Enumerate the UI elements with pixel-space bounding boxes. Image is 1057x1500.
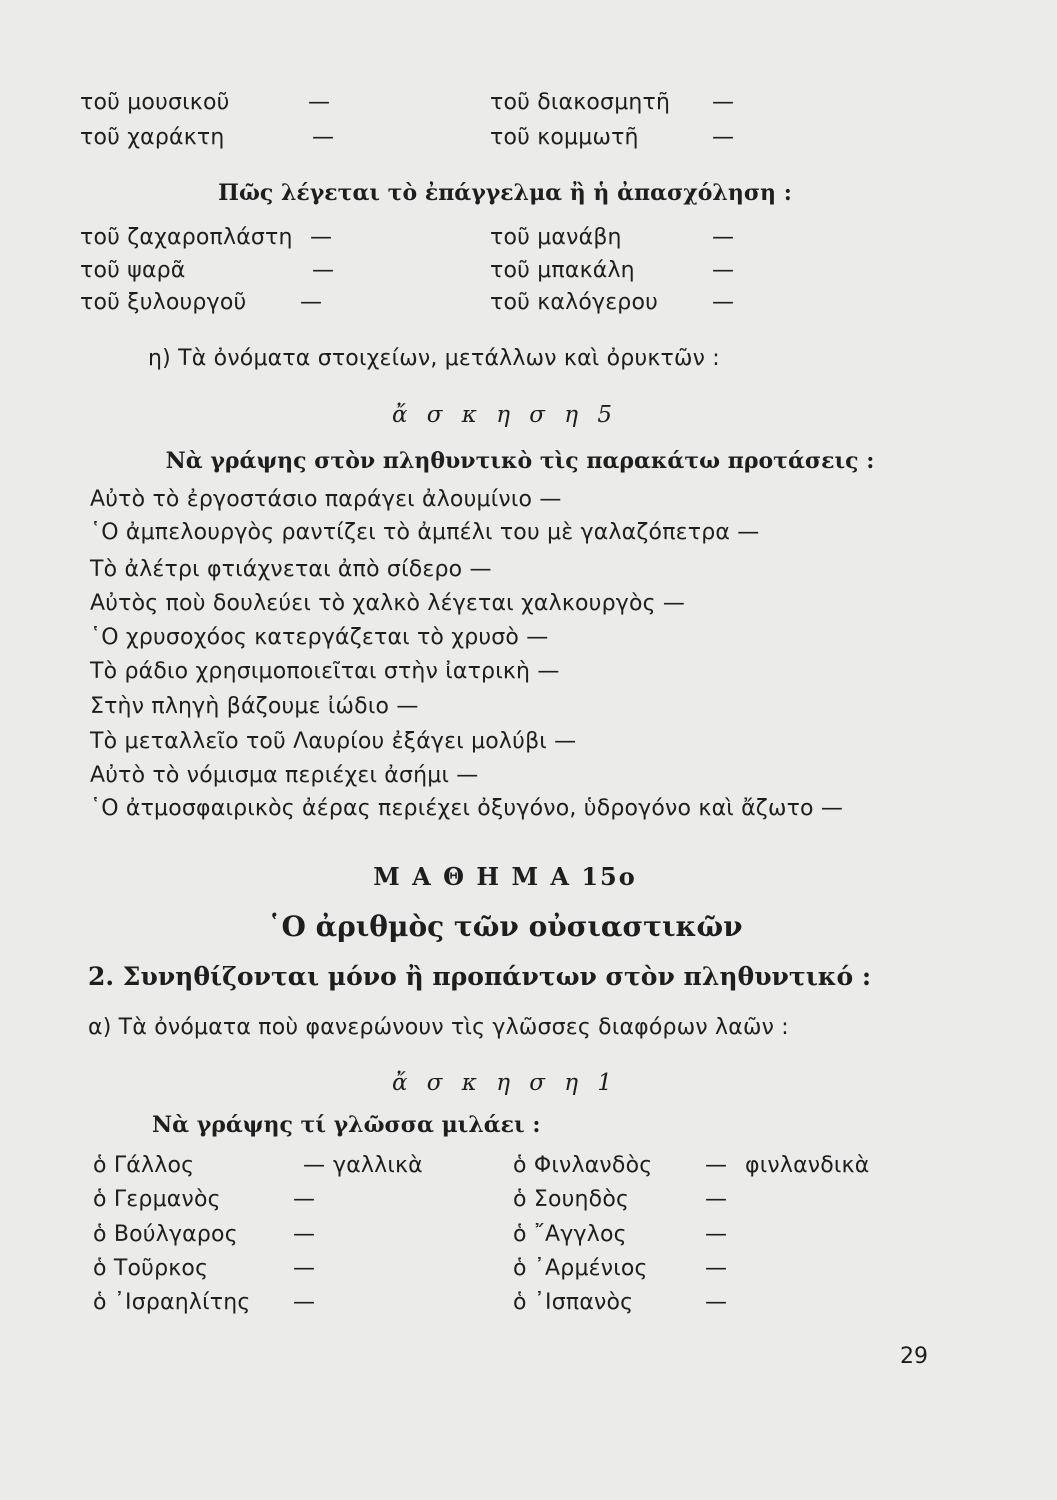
lesson-subtitle: ῾Ο ἀριθμὸς τῶν οὐσιαστικῶν — [267, 910, 743, 943]
dash: — — [293, 1256, 316, 1281]
sentence: Στὴν πληγὴ βάζουμε ἰώδιο — — [90, 694, 419, 719]
occupation-row — [80, 225, 930, 257]
row-right: τοῦ καλόγερου — [490, 290, 659, 315]
dash: — — [705, 1290, 728, 1315]
dash: — — [293, 1187, 316, 1212]
language-row — [93, 1290, 943, 1322]
exercise-5-instruction: Νὰ γράψης στὸν πληθυντικὸ τὶς παρακάτω προτάσεις : — [165, 448, 875, 474]
dash: — — [300, 290, 323, 315]
dash: — — [712, 225, 735, 250]
row-left: τοῦ ψαρᾶ — [80, 258, 186, 283]
section-2-heading: 2. Συνηθίζονται μόνο ἢ προπάντων στὸν πληθυντικό : — [88, 962, 872, 991]
people: ὁ Γάλλος — [93, 1153, 195, 1178]
heading-occupation: Πῶς λέγεται τὸ ἐπάγγελμα ἢ ἡ ἀπασχόληση : — [218, 180, 792, 206]
dash: — — [712, 125, 735, 150]
people: ὁ Φινλανδὸς — [513, 1153, 653, 1178]
row-left: τοῦ μουσικοῦ — [80, 90, 230, 115]
sentence: ῾Ο ἀτμοσφαιρικὸς ἀέρας περιέχει ὀξυγόνο, ὑδρογόνο καὶ ἄζωτο — — [90, 796, 844, 821]
sentence: Αὐτὸ τὸ νόμισμα περιέχει ἀσήμι — — [90, 763, 479, 788]
dash: — — [705, 1187, 728, 1212]
dash: — — [308, 90, 331, 115]
dash: — — [312, 258, 335, 283]
people: ὁ ᾿Ισραηλίτης — [93, 1290, 251, 1315]
sentence: Τὸ μεταλλεῖο τοῦ Λαυρίου ἐξάγει μολύβι — — [90, 729, 577, 754]
row-left: τοῦ ξυλουργοῦ — [80, 290, 247, 315]
language-answer: γαλλικὰ — [333, 1153, 423, 1178]
occupation-row — [80, 90, 930, 122]
language-answer: φινλανδικὰ — [745, 1153, 870, 1178]
people: ὁ Σουηδὸς — [513, 1187, 630, 1212]
row-right: τοῦ μπακάλη — [490, 258, 635, 283]
people: ὁ Βούλγαρος — [93, 1222, 238, 1247]
language-row — [93, 1153, 943, 1185]
people: ὁ ᾿Αρμένιος — [513, 1256, 648, 1281]
alpha-line: α) Τὰ ὀνόματα ποὺ φανερώνουν τὶς γλῶσσες διαφόρων λαῶν : — [88, 1015, 789, 1040]
dash: — — [303, 1153, 326, 1178]
dash: — — [705, 1153, 728, 1178]
people: ὁ Τοῦρκος — [93, 1256, 209, 1281]
people: ὁ Γερμανὸς — [93, 1187, 221, 1212]
exercise-1-label: ἄ σ κ η σ η 1 — [391, 1070, 619, 1096]
row-left: τοῦ χαράκτη — [80, 125, 225, 150]
dash: — — [712, 290, 735, 315]
dash: — — [712, 258, 735, 283]
dash: — — [293, 1290, 316, 1315]
dash: — — [310, 225, 333, 250]
sentence: Τὸ ἀλέτρι φτιάχνεται ἀπὸ σίδερο — — [90, 557, 492, 582]
exercise-1-instruction: Νὰ γράψης τί γλῶσσα μιλάει : — [152, 1112, 541, 1138]
occupation-row — [80, 258, 930, 290]
language-row — [93, 1256, 943, 1288]
occupation-row — [80, 290, 930, 322]
page-number: 29 — [900, 1344, 928, 1369]
row-right: τοῦ κομμωτῆ — [490, 125, 639, 150]
dash: — — [705, 1222, 728, 1247]
eta-line: η) Τὰ ὀνόματα στοιχείων, μετάλλων καὶ ὀρυκτῶν : — [148, 346, 720, 371]
row-right: τοῦ μανάβη — [490, 225, 622, 250]
language-row — [93, 1222, 943, 1254]
sentence: Τὸ ράδιο χρησιμοποιεῖται στὴν ἰατρικὴ — — [90, 659, 560, 684]
sentence: ῾Ο χρυσοχόος κατεργάζεται τὸ χρυσὸ — — [90, 625, 549, 650]
dash: — — [712, 90, 735, 115]
occupation-row — [80, 125, 930, 157]
people: ὁ ᾿Ισπανὸς — [513, 1290, 634, 1315]
sentence: ῾Ο ἀμπελουργὸς ραντίζει τὸ ἀμπέλι του μὲ γαλαζόπετρα — — [90, 520, 760, 545]
dash: — — [705, 1256, 728, 1281]
exercise-5-label: ἄ σ κ η σ η 5 — [391, 402, 619, 428]
lesson-title: Μ Α Θ Η Μ Α 15ο — [373, 862, 637, 891]
people: ὁ ῎Αγγλος — [513, 1222, 627, 1247]
sentence: Αὐτὸς ποὺ δουλεύει τὸ χαλκὸ λέγεται χαλκουργὸς — — [90, 591, 686, 616]
dash: — — [312, 125, 335, 150]
dash: — — [293, 1222, 316, 1247]
row-left: τοῦ ζαχαροπλάστη — [80, 225, 293, 250]
language-row — [93, 1187, 943, 1219]
row-right: τοῦ διακοσμητῆ — [490, 90, 671, 115]
sentence: Αὐτὸ τὸ ἐργοστάσιο παράγει ἀλουμίνιο — — [90, 487, 562, 512]
